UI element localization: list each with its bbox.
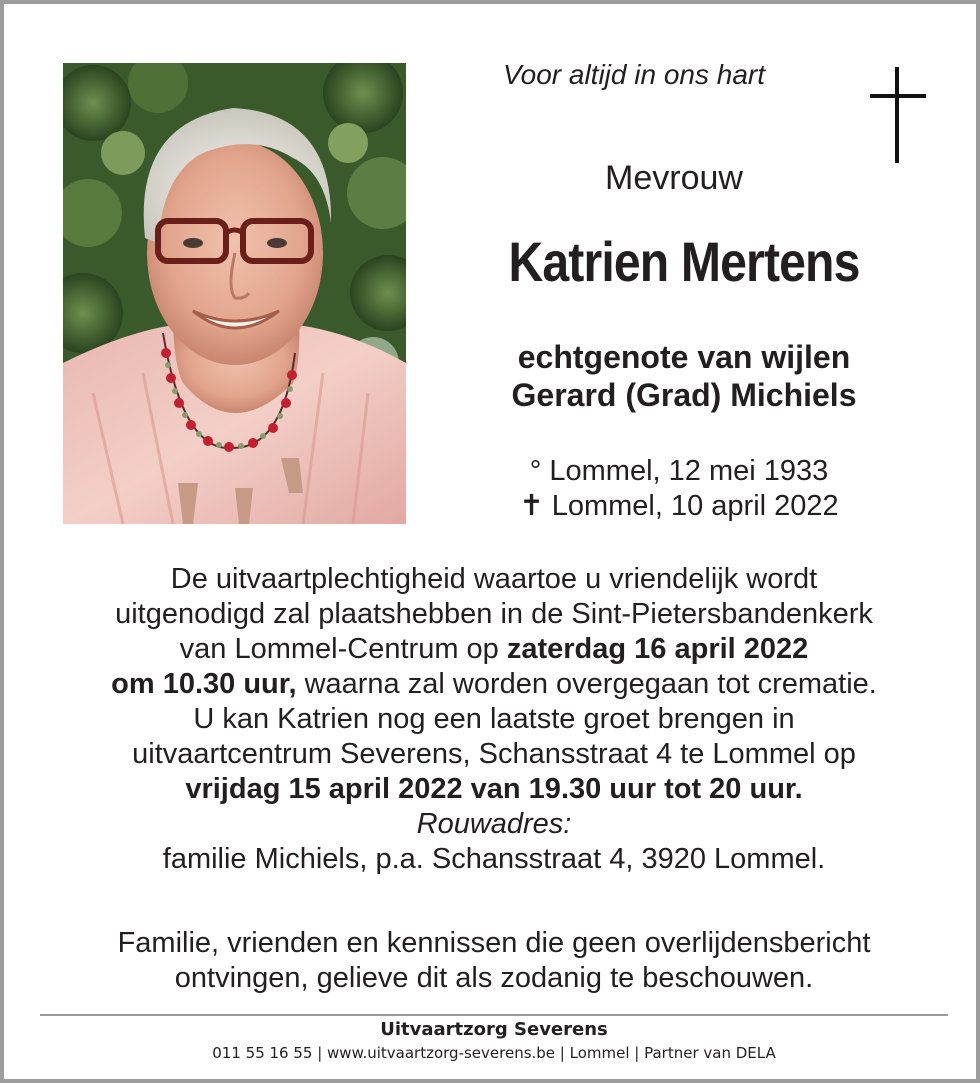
portrait-photo [63,63,406,524]
announcement-line-5: U kan Katrien nog een laatste groet brengen in [193,703,795,735]
visitation-time: vrijdag 15 april 2022 van 19.30 uur tot 20 uur. [185,773,803,805]
announcement-line-3 [44,632,944,667]
footer-divider [40,1014,948,1016]
cross-horizontal-bar [870,94,926,98]
funeral-announcement [44,562,944,877]
announcement-line-4 [44,667,944,702]
life-dates [484,454,874,524]
announcement-line-3-text: van Lommel-Centrum op [179,633,507,665]
portrait-illustration [63,63,406,524]
salutation: Mevrouw [605,159,743,197]
announcement-line-4-text: waarna zal worden overgegaan tot crematie. [296,668,877,700]
announcement-line-6: uitvaartcentrum Severens, Schansstraat 4 te Lommel op [132,738,856,770]
death-date: Lommel, 10 april 2022 [551,490,839,522]
spouse-info [454,338,914,414]
closing-line-2: ontvingen, gelieve dit als zodanig te beschouwen. [174,962,814,994]
death-date-line [484,489,874,524]
announcement-line-1: De uitvaartplechtigheid waartoe u vriendelijk wordt [170,563,818,595]
funeral-date: zaterdag 16 april 2022 [506,633,809,665]
mourning-address: familie Michiels, p.a. Schansstraat 4, 3920 Lommel. [162,843,826,875]
announcement-line-2: uitgenodigd zal plaatshebben in de Sint-Pietersbandenkerk [115,598,873,630]
death-cross-icon: ✝ [519,490,544,522]
motto: Voor altijd in ons hart [503,59,765,90]
cross-vertical-bar [895,67,899,163]
funeral-time: om 10.30 uur, [111,668,297,700]
closing-note [44,926,944,996]
spouse-line-2: Gerard (Grad) Michiels [511,377,857,413]
birth-date: ° Lommel, 12 mei 1933 [529,455,829,487]
spouse-line-1: echtgenote van wijlen [517,339,851,375]
funeral-home-contact: 011 55 16 55 | www.uitvaartzorg-severens.be | Lommel | Partner van DELA [212,1044,776,1062]
funeral-home-name: Uitvaartzorg Severens [380,1019,608,1040]
cross-icon [870,67,926,163]
closing-line-1: Familie, vrienden en kennissen die geen overlijdensbericht [117,927,871,959]
deceased-name: Katrien Mertens [508,230,860,293]
mourning-address-label: Rouwadres: [416,808,572,840]
